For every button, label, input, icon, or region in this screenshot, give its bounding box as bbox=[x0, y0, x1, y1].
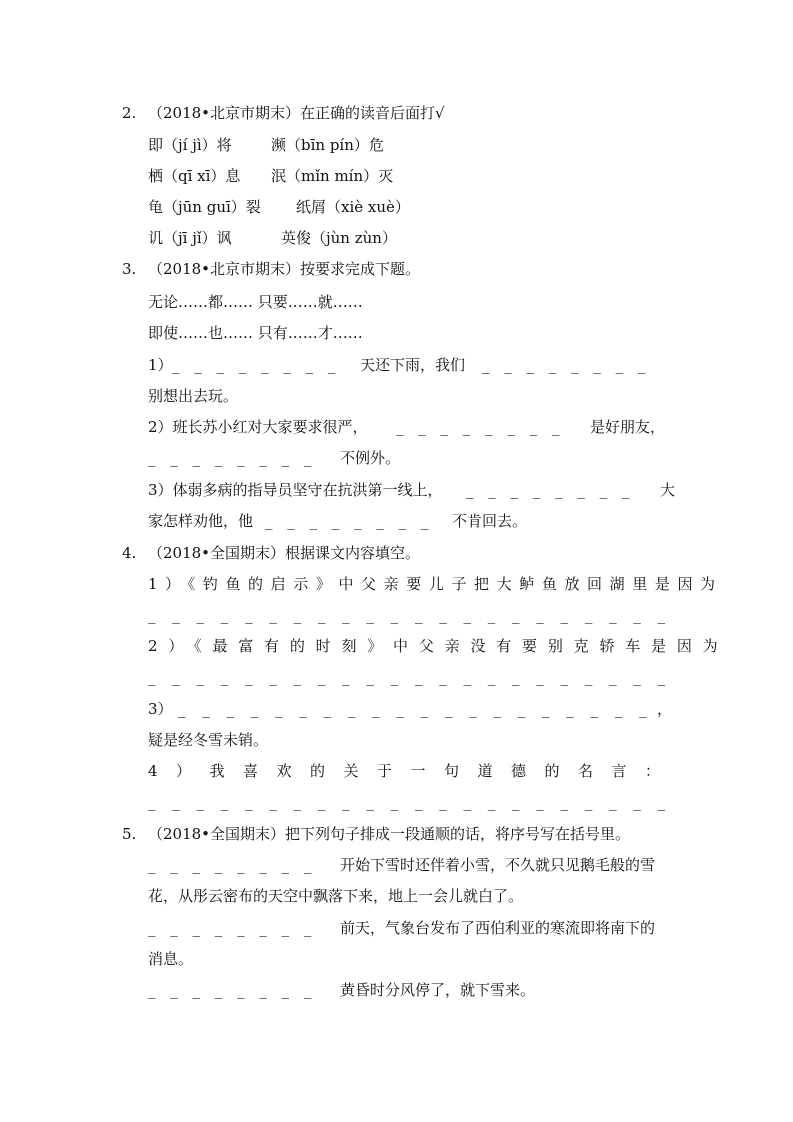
q2-number: 2. bbox=[122, 104, 137, 122]
q3-item3-cont: 家怎样劝他，他 bbox=[148, 512, 254, 530]
q3-item2-blank2[interactable]: _ _ _ _ _ _ _ _ bbox=[148, 449, 317, 467]
q2-pair3-left: 龟（jūn guī）裂 bbox=[148, 198, 261, 216]
q5-s1-blank[interactable]: _ _ _ _ _ _ _ _ bbox=[148, 856, 317, 874]
q3-item1-label: 1） bbox=[148, 356, 173, 374]
q4-item3-label: 3） bbox=[148, 700, 173, 718]
q5-s2-cont: 消息。 bbox=[148, 950, 194, 968]
q5-s2-text: 前天，气象台发布了西伯利亚的寒流即将南下的 bbox=[340, 919, 656, 937]
q3-item3-blank2[interactable]: _ _ _ _ _ _ _ _ bbox=[265, 512, 434, 530]
q4-item4-blank[interactable]: _ _ _ _ _ _ _ _ _ _ _ _ _ _ _ _ _ _ _ _ _ _ bbox=[148, 793, 672, 811]
q4-item3-blank[interactable]: _ _ _ _ _ _ _ _ _ _ _ _ _ _ _ _ _ _ _ _ bbox=[178, 700, 653, 718]
q3-number: 3. bbox=[122, 260, 137, 278]
q4-item1: 1）《钓鱼的启示》中父亲要儿子把大鲈鱼放回湖里是因为 bbox=[148, 575, 723, 593]
q4-item1-blank[interactable]: _ _ _ _ _ _ _ _ _ _ _ _ _ _ _ _ _ _ _ _ _ _ bbox=[148, 606, 672, 624]
q3-item2-text: 2）班长苏小红对大家要求很严， bbox=[148, 418, 368, 436]
q3-item1-end: 别想出去玩。 bbox=[148, 387, 239, 405]
q3-item1-blank2[interactable]: _ _ _ _ _ _ _ _ bbox=[482, 356, 651, 374]
q3-item3-mid: 大 bbox=[660, 481, 676, 499]
q3-item3-text: 3）体弱多病的指导员坚守在抗洪第一线上， bbox=[148, 481, 443, 499]
q4-item2-blank[interactable]: _ _ _ _ _ _ _ _ _ _ _ _ _ _ _ _ _ _ _ _ _ _ bbox=[148, 668, 672, 686]
q5-s2-blank[interactable]: _ _ _ _ _ _ _ _ bbox=[148, 919, 317, 937]
q2-header: （2018•北京市期末）在正确的读音后面打√ bbox=[148, 104, 445, 122]
q3-item2-mid: 是好朋友， bbox=[590, 418, 666, 436]
q3-item2-blank1[interactable]: _ _ _ _ _ _ _ _ bbox=[396, 418, 565, 436]
q4-item3-comma: ， bbox=[657, 700, 673, 718]
q5-s3-blank[interactable]: _ _ _ _ _ _ _ _ bbox=[148, 981, 317, 999]
q3-item3-end: 不肯回去。 bbox=[452, 512, 528, 530]
q2-pair3-right: 纸屑（xiè xuè） bbox=[296, 198, 410, 216]
q3-header: （2018•北京市期末）按要求完成下题。 bbox=[148, 260, 421, 278]
q3-options-line2: 即使……也…… 只有……才…… bbox=[148, 324, 363, 342]
q4-header: （2018•全国期末）根据课文内容填空。 bbox=[148, 544, 421, 562]
q5-s1-cont: 花，从彤云密布的天空中飘落下来，地上一会儿就白了。 bbox=[148, 887, 524, 905]
q2-pair4-right: 英俊（jùn zùn） bbox=[281, 229, 397, 247]
q3-item2-end: 不例外。 bbox=[340, 449, 401, 467]
q2-pair1-left: 即（jí jì）将 bbox=[148, 136, 232, 154]
q3-item3-blank1[interactable]: _ _ _ _ _ _ _ _ bbox=[466, 481, 635, 499]
q4-item2: 2）《最富有的时刻》中父亲没有要别克轿车是因为 bbox=[148, 637, 729, 655]
q5-header: （2018•全国期末）把下列句子排成一段通顺的话，将序号写在括号里。 bbox=[148, 825, 631, 843]
q2-pair2-right: 泯（mǐn mín）灭 bbox=[271, 167, 394, 185]
q5-s1-text: 开始下雪时还伴着小雪，不久就只见鹅毛般的雪 bbox=[340, 856, 656, 874]
q2-pair2-left: 栖（qī xī）息 bbox=[148, 167, 241, 185]
q2-pair1-right: 濒（bīn pín）危 bbox=[271, 136, 384, 154]
q3-item1-blank1[interactable]: _ _ _ _ _ _ _ _ bbox=[172, 356, 341, 374]
q5-s3-text: 黄昏时分风停了，就下雪来。 bbox=[340, 981, 536, 999]
q3-item1-mid: 天还下雨，我们 bbox=[360, 356, 466, 374]
q2-pair4-left: 讥（jī jǐ）讽 bbox=[148, 229, 232, 247]
q4-number: 4. bbox=[122, 544, 137, 562]
q4-item3-end: 疑是经冬雪未销。 bbox=[148, 731, 269, 749]
q3-options-line1: 无论……都…… 只要……就…… bbox=[148, 293, 363, 311]
q4-item4: 4）我喜欢的关于一句道德的名言： bbox=[148, 762, 679, 780]
q5-number: 5. bbox=[122, 825, 137, 843]
